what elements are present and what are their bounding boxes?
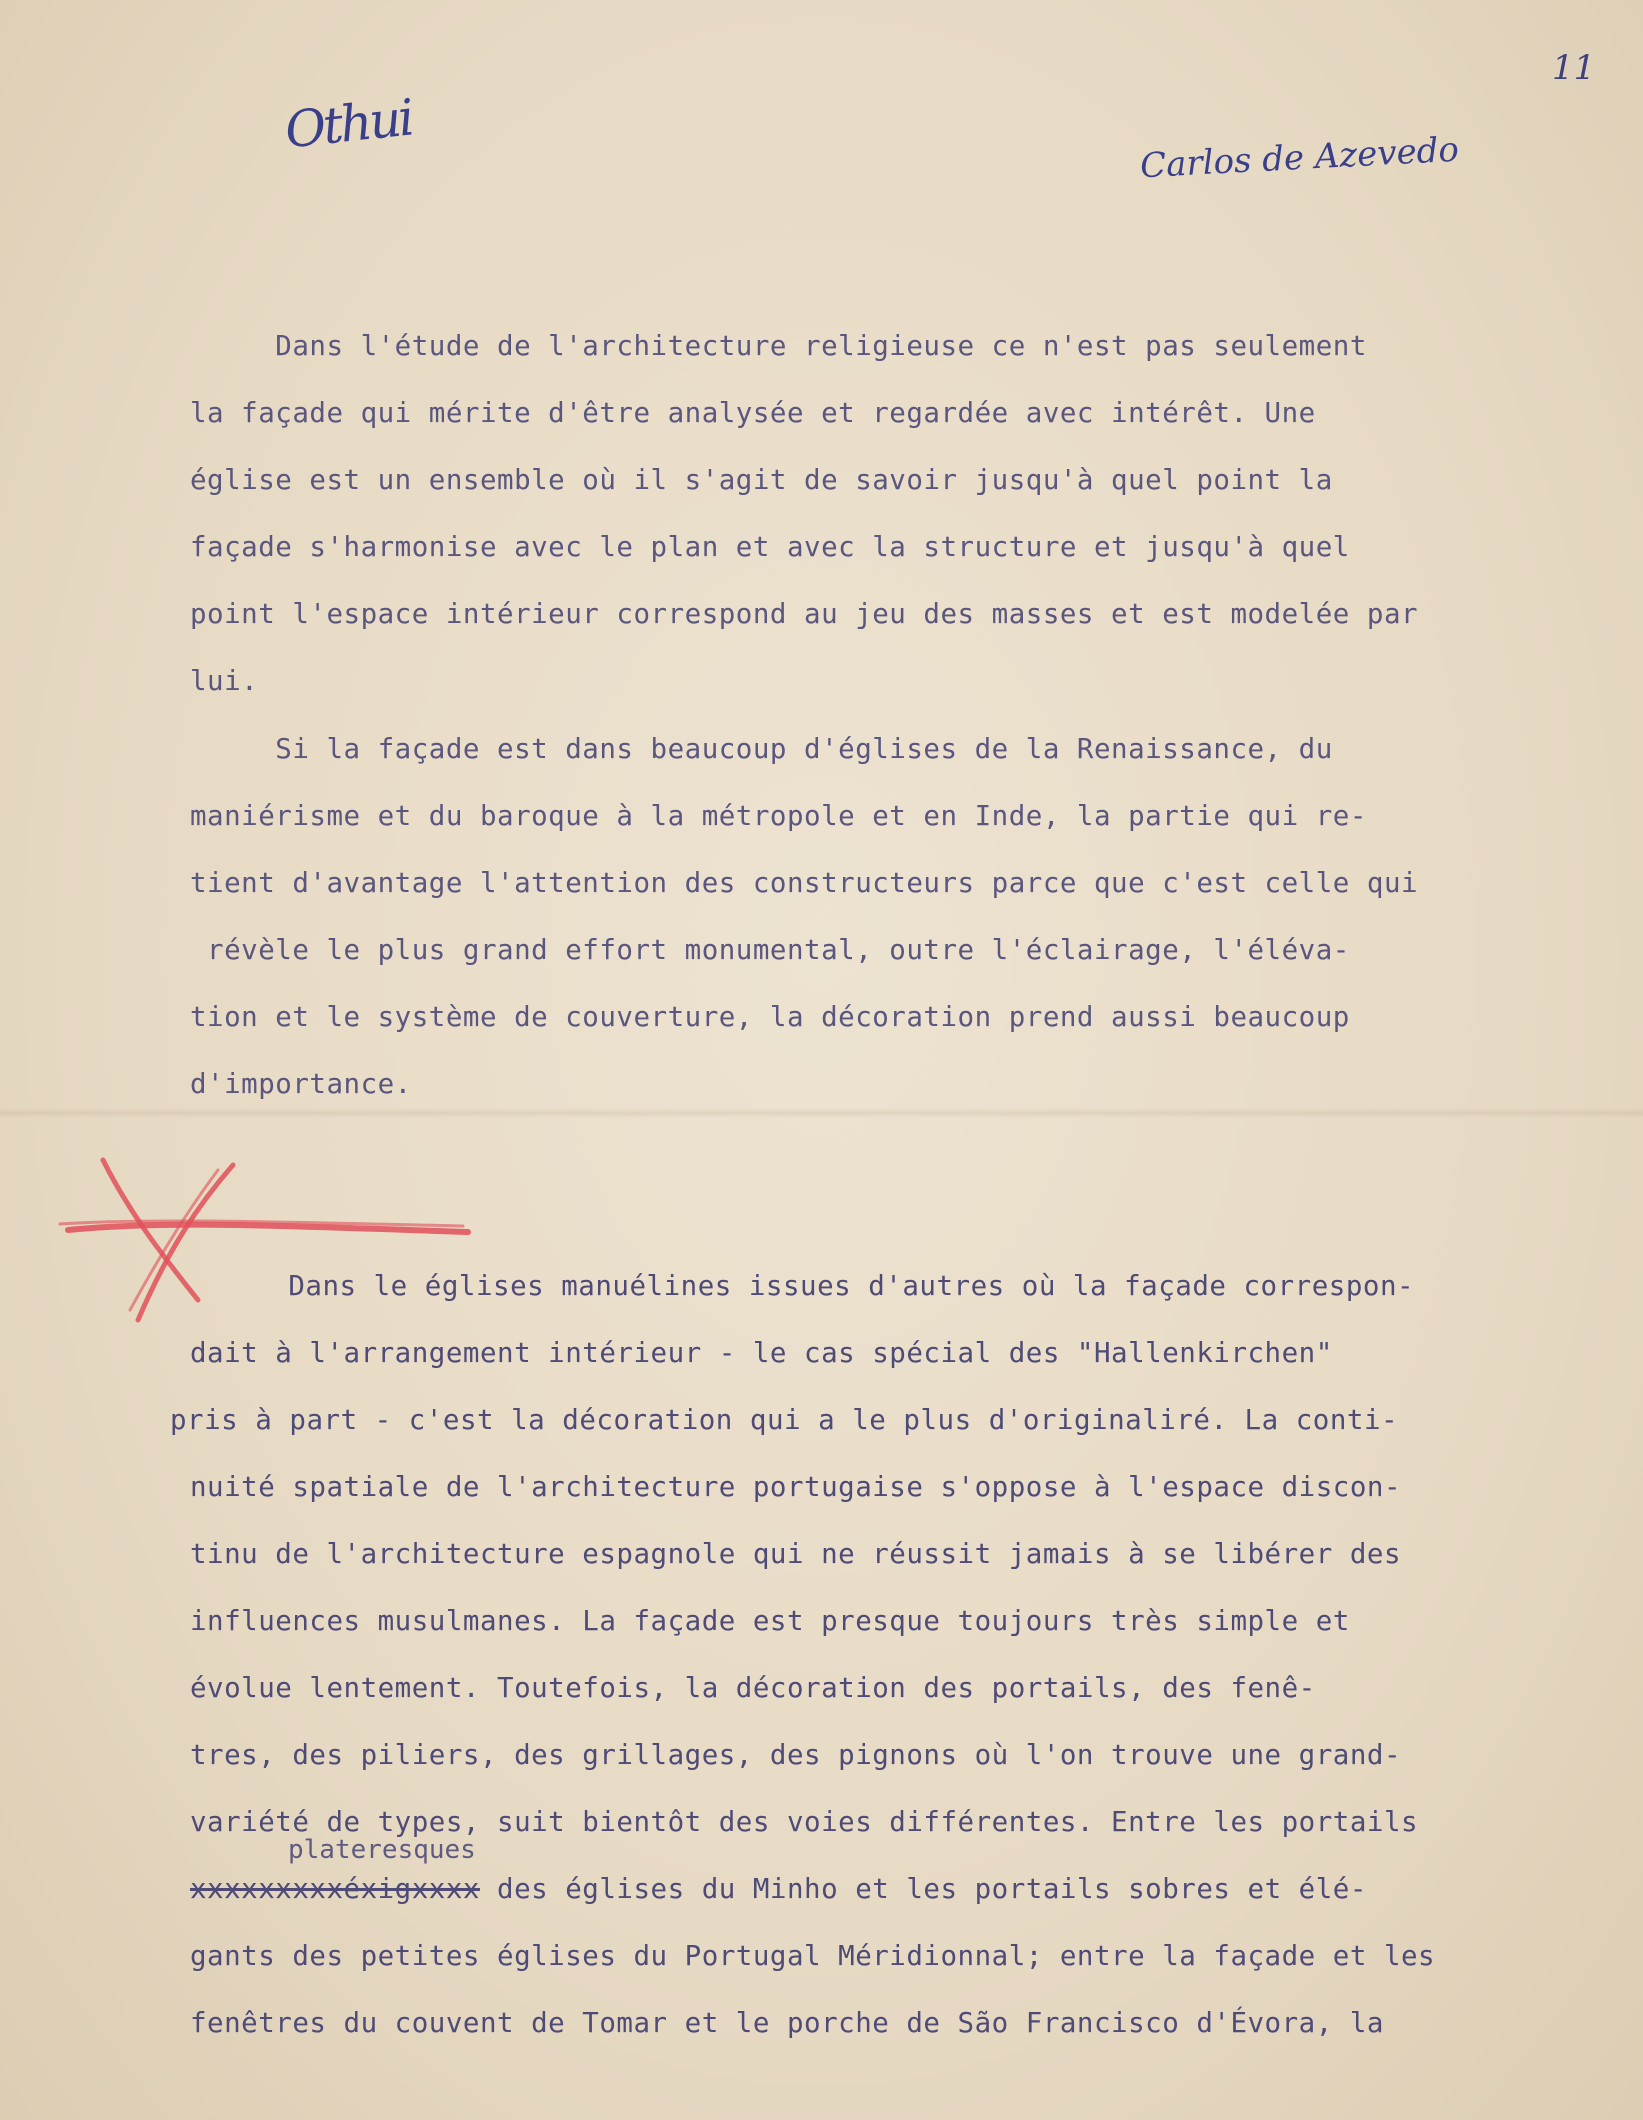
paragraph-3-line-12: fenêtres du couvent de Tomar et le porche de São Francisco d'Évora, la [190,2007,1384,2039]
paragraph-3-line-10 [190,1873,1367,1905]
paragraph-3-line-8: tres, des piliers, des grillages, des pignons où l'on trouve une grand- [190,1739,1402,1771]
paragraph-3-line-11: gants des petites églises du Portugal Méridionnal; entre la façade et les [190,1940,1436,1972]
struck-out-word: xxxxxxxxxéxigxxxx [190,1873,480,1905]
paragraph-2-line-3: tient d'avantage l'attention des constructeurs parce que c'est celle qui [190,867,1419,899]
paragraph-3-line-7: évolue lentement. Toutefois, la décoration des portails, des fenê- [190,1672,1316,1704]
paragraph-2-line-2: maniérisme et du baroque à la métropole et en Inde, la partie qui re- [190,800,1367,832]
paragraph-3-line-9: variété de types, suit bientôt des voies différentes. Entre les portails [190,1806,1419,1838]
paragraph-3-line-5: tinu de l'architecture espagnole qui ne réussit jamais à se libérer des [190,1538,1402,1570]
paragraph-3-line-3: pris à part - c'est la décoration qui a le plus d'originaliré. La conti- [170,1404,1399,1436]
paragraph-3-line-4: nuité spatiale de l'architecture portugaise s'oppose à l'espace discon- [190,1471,1402,1503]
paragraph-3-line-1: Dans le églises manuélines issues d'autres où la façade correspon- [186,1270,1415,1302]
paragraph-1-line-6: lui. [190,665,259,697]
paragraph-3-line-6: influences musulmanes. La façade est presque toujours très simple et [190,1605,1350,1637]
paragraph-2-line-6: d'importance. [190,1068,412,1100]
handwritten-signature-right: Carlos de Azevedo [1139,129,1460,187]
page-number: 11 [1552,48,1596,88]
paragraph-3-line-2: dait à l'arrangement intérieur - le cas spécial des "Hallenkirchen" [190,1337,1333,1369]
paragraph-2-line-4: révèle le plus grand effort monumental, outre l'éclairage, l'éléva- [190,934,1350,966]
interlinear-insertion: plateresques [288,1835,476,1865]
handwritten-signature-left: Othui [282,88,415,160]
red-cross-mark-icon [48,1150,488,1330]
paper-fold [0,1108,1643,1118]
paragraph-1-line-1: Dans l'étude de l'architecture religieuse ce n'est pas seulement [190,330,1367,362]
paragraph-1-line-4: façade s'harmonise avec le plan et avec la structure et jusqu'à quel [190,531,1350,563]
paragraph-3-line-10-text: des églises du Minho et les portails sobres et élé- [479,1873,1367,1905]
paragraph-1-line-3: église est un ensemble où il s'agit de savoir jusqu'à quel point la [190,464,1333,496]
paragraph-2-line-1: Si la façade est dans beaucoup d'églises de la Renaissance, du [190,733,1333,765]
paragraph-1-line-2: la façade qui mérite d'être analysée et regardée avec intérêt. Une [190,397,1316,429]
paragraph-1-line-5: point l'espace intérieur correspond au jeu des masses et est modelée par [190,598,1419,630]
paragraph-2-line-5: tion et le système de couverture, la décoration prend aussi beaucoup [190,1001,1350,1033]
